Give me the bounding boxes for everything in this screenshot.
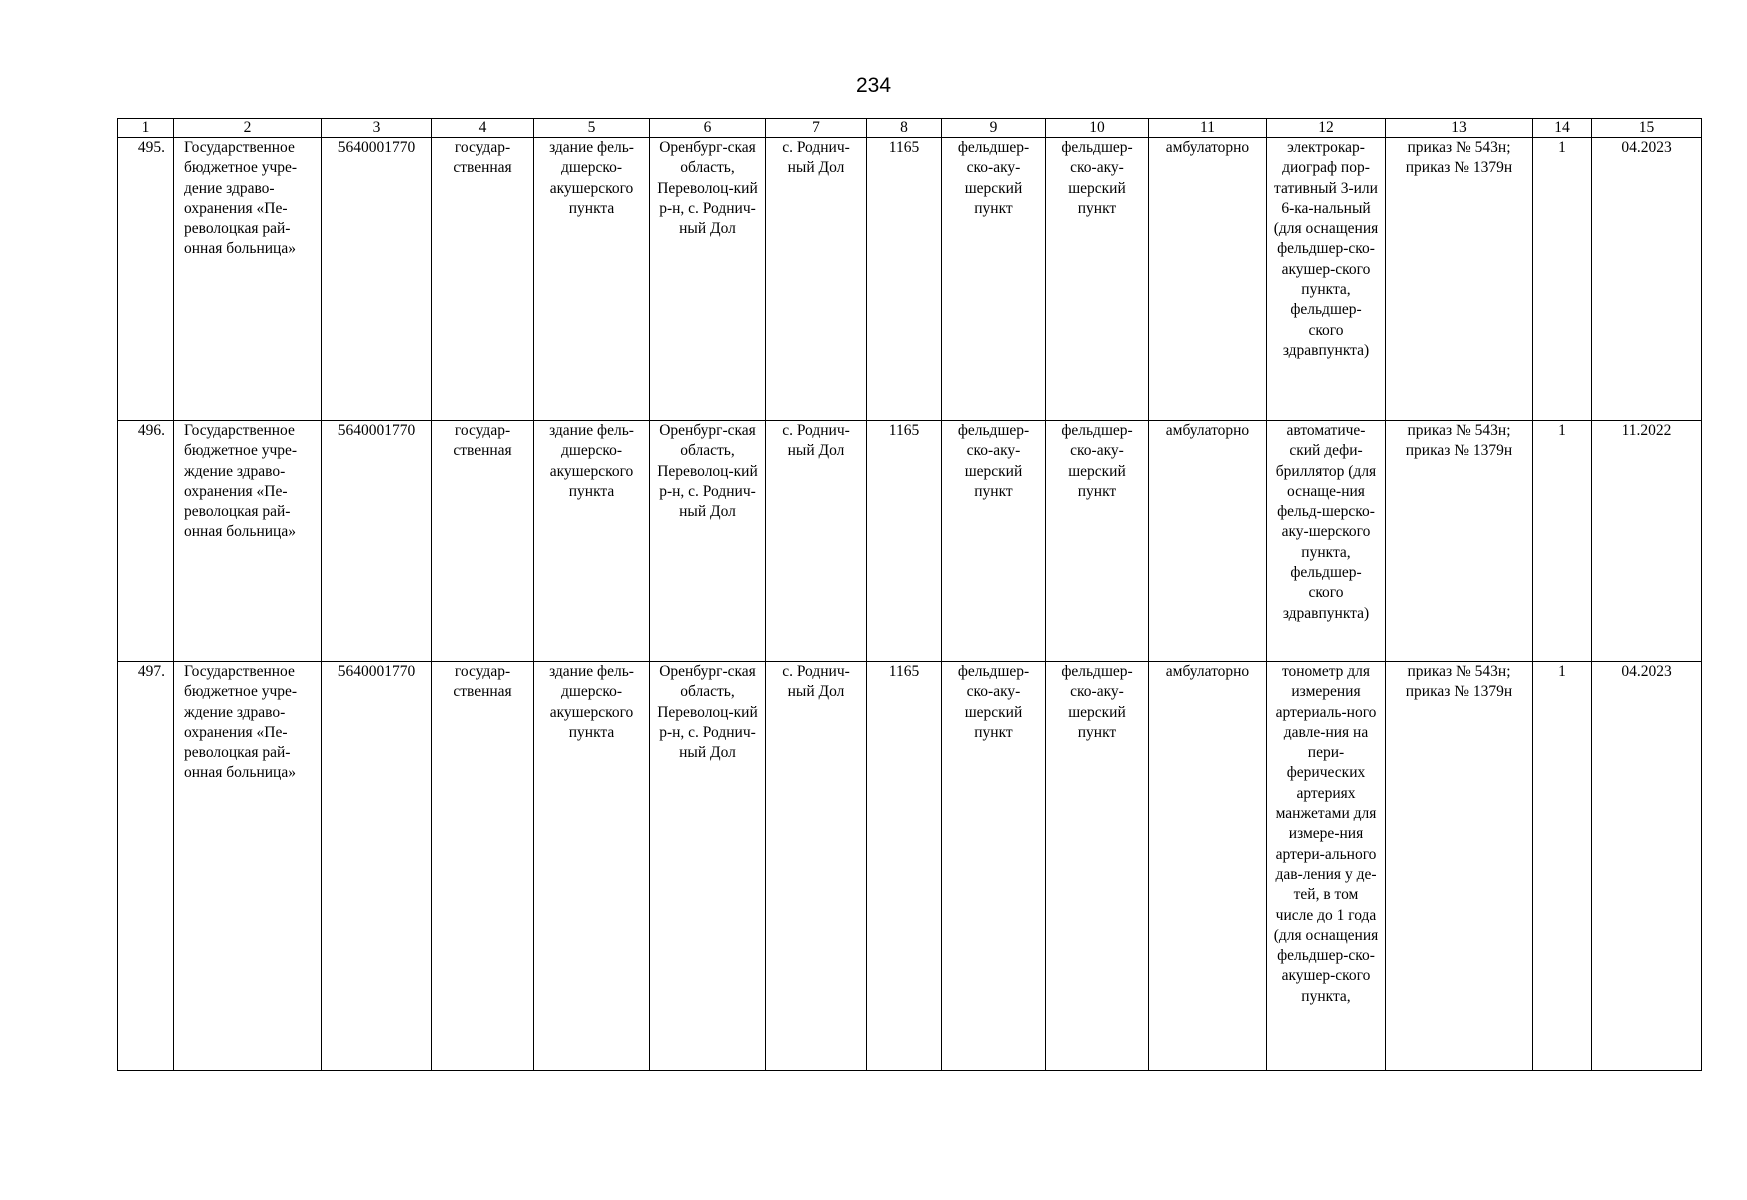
row-number-cell: 496. [118,421,174,662]
organization-cell: Государственное бюджетное учре-ждение здраво-охранения «Пе-револоцкая рай-онная больница» [174,421,322,662]
ownership-cell: государ-ственная [432,662,534,1071]
column-header: 4 [432,119,534,138]
row-number-cell: 495. [118,138,174,421]
column-header: 12 [1267,119,1386,138]
equipment-cell: тонометр для измерения артериаль-ного давле-ния на пери-ферических артериях манжетами для измере-ния артери-ального дав-ления у де-тей, в том числе до 1 года (для оснащения фельдшер-ско-акушер-ского пункта, [1267,662,1386,1071]
code-cell: 1165 [867,662,942,1071]
column-header: 10 [1046,119,1149,138]
building-cell: здание фель-дшерско-акушерского пункта [534,421,650,662]
unit-type-cell: фельдшер-ско-аку-шерский пункт [942,662,1046,1071]
column-header: 1 [118,119,174,138]
column-header: 5 [534,119,650,138]
care-type-cell: амбулаторно [1149,662,1267,1071]
address-cell: Оренбург-ская область, Переволоц-кий р-н, с. Роднич-ный Дол [650,662,766,1071]
order-cell: приказ № 543н; приказ № 1379н [1386,662,1533,1071]
inn-cell: 5640001770 [322,138,432,421]
locality-cell: с. Роднич-ный Дол [766,421,867,662]
table-row [118,662,1702,1071]
page-number: 234 [855,74,892,97]
column-header: 14 [1533,119,1592,138]
quantity-cell: 1 [1533,662,1592,1071]
date-cell: 04.2023 [1592,138,1702,421]
column-header: 3 [322,119,432,138]
organization-cell: Государственное бюджетное учре-ждение здраво-охранения «Пе-револоцкая рай-онная больница» [174,662,322,1071]
building-cell: здание фель-дшерско-акушерского пункта [534,662,650,1071]
unit-cell: фельдшер-ско-аку-шерский пункт [1046,421,1149,662]
column-header: 9 [942,119,1046,138]
column-header: 2 [174,119,322,138]
column-header: 11 [1149,119,1267,138]
column-number-row [118,119,1702,138]
date-cell: 11.2022 [1592,421,1702,662]
inn-cell: 5640001770 [322,662,432,1071]
inn-cell: 5640001770 [322,421,432,662]
equipment-cell: электрокар-диограф пор-тативный 3-или 6-ка-нальный (для оснащения фельдшер-ско-акушер-ского пункта, фельдшер-ского здравпункта) [1267,138,1386,421]
column-header: 13 [1386,119,1533,138]
unit-cell: фельдшер-ско-аку-шерский пункт [1046,138,1149,421]
building-cell: здание фель-дшерско-акушерского пункта [534,138,650,421]
care-type-cell: амбулаторно [1149,421,1267,662]
code-cell: 1165 [867,138,942,421]
row-number-cell: 497. [118,662,174,1071]
address-cell: Оренбург-ская область, Переволоц-кий р-н, с. Роднич-ный Дол [650,138,766,421]
column-header: 7 [766,119,867,138]
order-cell: приказ № 543н; приказ № 1379н [1386,421,1533,662]
unit-cell: фельдшер-ско-аку-шерский пункт [1046,662,1149,1071]
equipment-register-table [117,118,1702,1071]
locality-cell: с. Роднич-ный Дол [766,138,867,421]
locality-cell: с. Роднич-ный Дол [766,662,867,1071]
care-type-cell: амбулаторно [1149,138,1267,421]
table-row [118,421,1702,662]
ownership-cell: государ-ственная [432,138,534,421]
quantity-cell: 1 [1533,421,1592,662]
column-header: 6 [650,119,766,138]
equipment-cell: автоматиче-ский дефи-бриллятор (для оснаще-ния фельд-шерско-аку-шерского пункта, фельдшер-ского здравпункта) [1267,421,1386,662]
quantity-cell: 1 [1533,138,1592,421]
table-row [118,138,1702,421]
unit-type-cell: фельдшер-ско-аку-шерский пункт [942,138,1046,421]
unit-type-cell: фельдшер-ско-аку-шерский пункт [942,421,1046,662]
code-cell: 1165 [867,421,942,662]
column-header: 15 [1592,119,1702,138]
address-cell: Оренбург-ская область, Переволоц-кий р-н, с. Роднич-ный Дол [650,421,766,662]
ownership-cell: государ-ственная [432,421,534,662]
column-header: 8 [867,119,942,138]
date-cell: 04.2023 [1592,662,1702,1071]
organization-cell: Государственное бюджетное учре-дение здраво-охранения «Пе-револоцкая рай-онная больница» [174,138,322,421]
order-cell: приказ № 543н; приказ № 1379н [1386,138,1533,421]
